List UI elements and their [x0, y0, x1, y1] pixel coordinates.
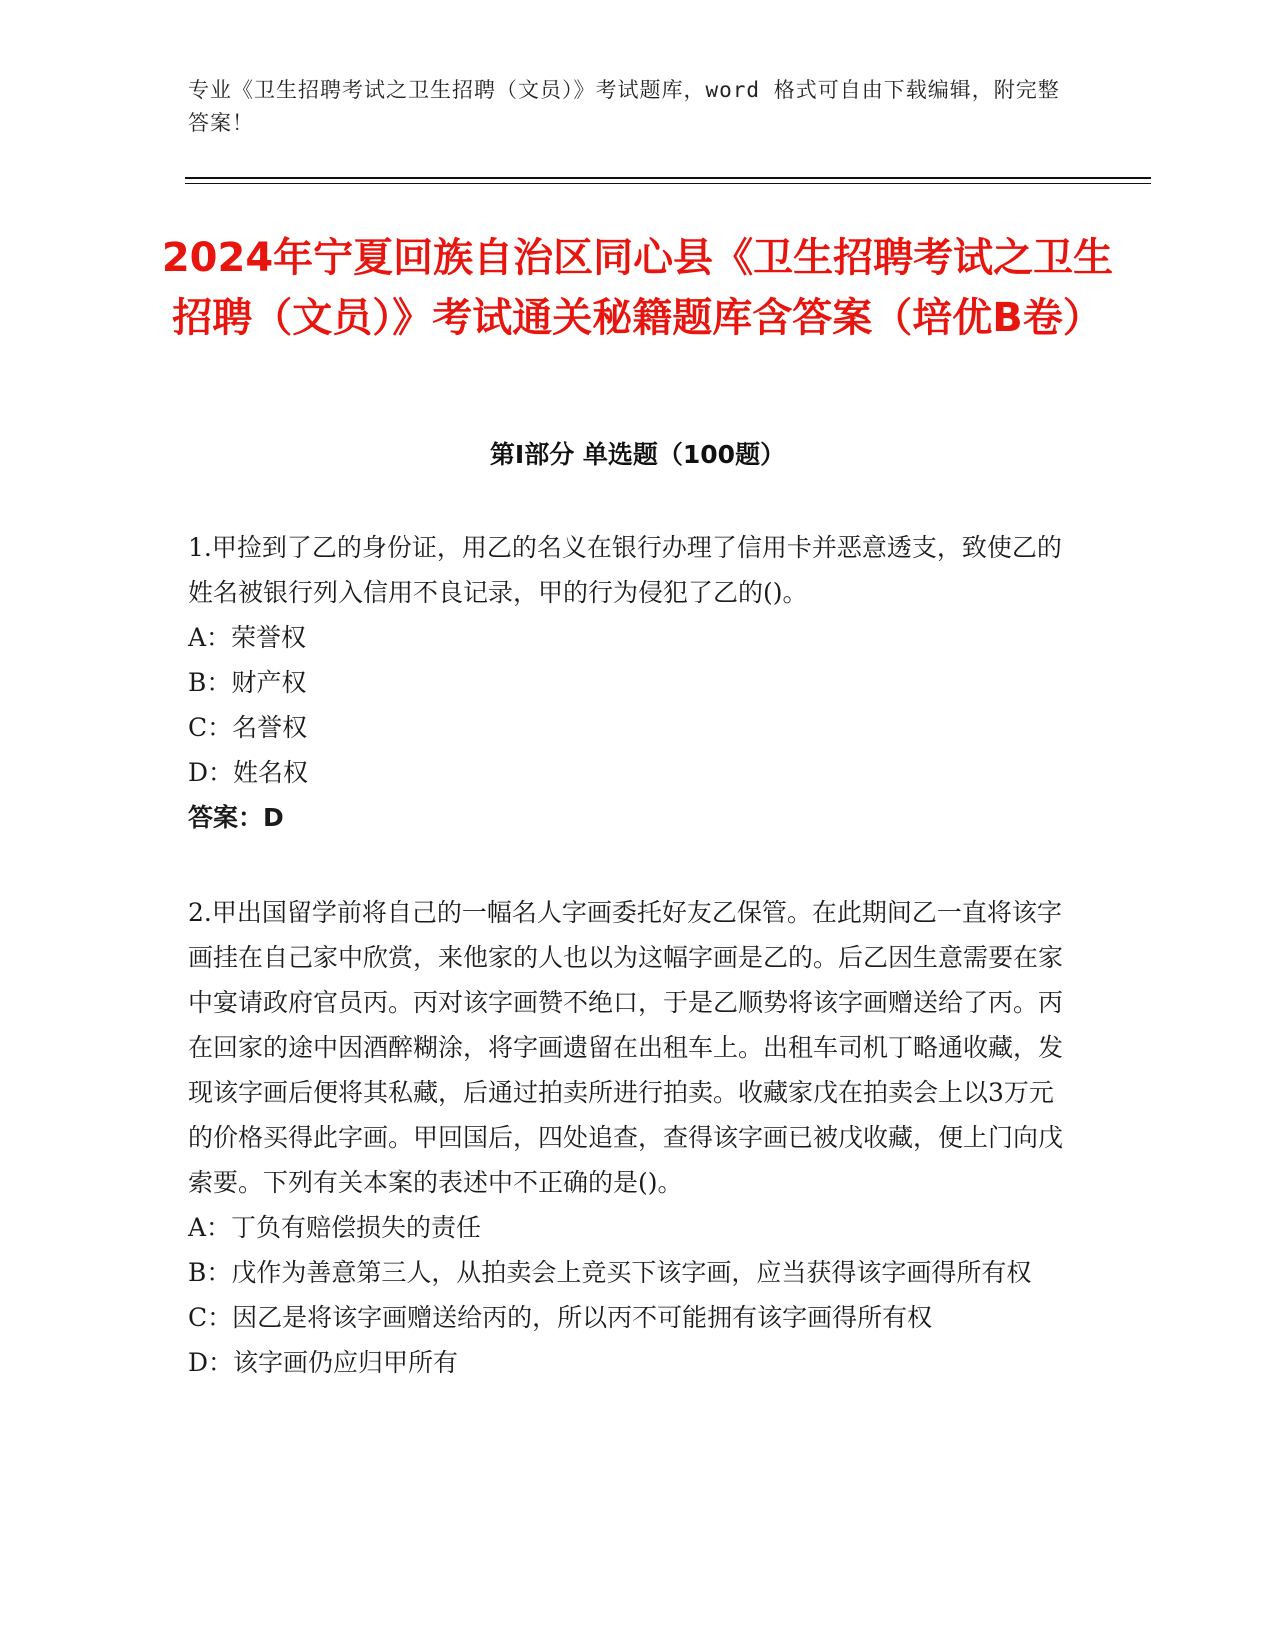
question-1-option-b: B：财产权 [188, 668, 307, 697]
question-2-option-c: C：因乙是将该字画赠送给丙的，所以丙不可能拥有该字画得所有权 [188, 1303, 933, 1332]
document-title: 2024年宁夏回族自治区同心县《卫生招聘考试之卫生招聘（文员）》考试通关秘籍题库含答案（培优B卷） [161, 235, 1114, 341]
question-2 [188, 890, 1068, 1385]
section-title: 第Ⅰ部分 单选题（100题） [489, 440, 786, 469]
question-2-option-b: B：戊作为善意第三人，从拍卖会上竞买下该字画，应当获得该字画得所有权 [188, 1258, 1032, 1287]
question-1-answer: 答案：D [188, 803, 284, 832]
question-2-stem: 2.甲出国留学前将自己的一幅名人字画委托好友乙保管。在此期间乙一直将该字画挂在自己家中欣赏，来他家的人也以为这幅字画是乙的。后乙因生意需要在家中宴请政府官员丙。丙对该字画赞不绝口，于是乙顺势将该字画赠送给了丙。丙在回家的途中因酒醉糊涂，将字画遗留在出租车上。出租车司机丁略通收藏，发现该字画后便将其私藏，后通过拍卖所进行拍卖。收藏家戊在拍卖会上以3万元的价格买得此字画。甲回国后，四处追查，查得该字画已被戊收藏，便上门向戊索要。下列有关本案的表述中不正确的是()。 [188, 898, 1064, 1197]
question-2-option-a: A：丁负有赔偿损失的责任 [188, 1213, 482, 1242]
question-1-option-d: D：姓名权 [188, 758, 309, 787]
header-divider-thin [185, 183, 1151, 184]
header-divider-thick [185, 177, 1151, 179]
question-1-option-a: A：荣誉权 [188, 623, 307, 652]
question-1-stem: 1.甲捡到了乙的身份证，用乙的名义在银行办理了信用卡并恶意透支，致使乙的姓名被银行列入信用不良记录，甲的行为侵犯了乙的()。 [188, 533, 1062, 607]
header-note: 专业《卫生招聘考试之卫生招聘（文员）》考试题库，word 格式可自由下载编辑，附完整答案！ [188, 78, 1060, 135]
question-1-option-c: C：名誉权 [188, 713, 308, 742]
question-2-option-d: D：该字画仍应归甲所有 [188, 1348, 459, 1377]
question-1 [188, 525, 1068, 840]
